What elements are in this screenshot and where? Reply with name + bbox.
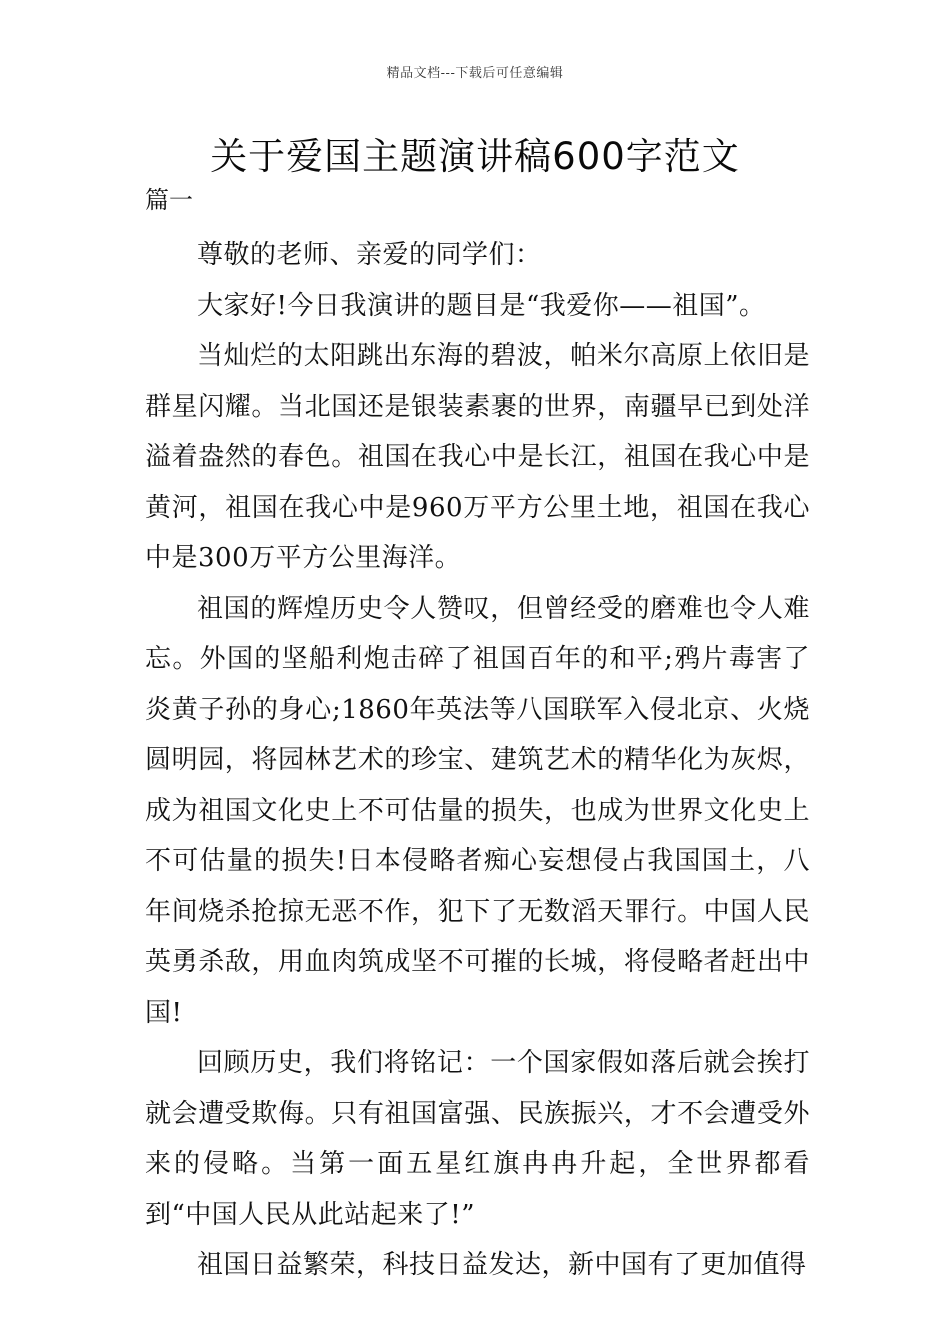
paragraph-prosperity: 祖国日益繁荣，科技日益发达，新中国有了更加值得 (197, 1250, 807, 1280)
document-title: 关于爱国主题演讲稿600字范文 (210, 135, 740, 178)
paragraph-landscape: 当灿烂的太阳跳出东海的碧波，帕米尔高原上依旧是群星闪耀。当北国还是银装素裹的世界，南疆早已到处洋溢着盎然的春色。祖国在我心中是长江，祖国在我心中是黄河，祖国在我心中是960万平方公里土地，祖国在我心中是300万平方公里海洋。 (145, 341, 810, 573)
paragraph-intro: 大家好!今日我演讲的题目是“我爱你——祖国”。 (197, 290, 766, 321)
section-label: 篇一 (145, 186, 193, 214)
paragraph-history: 祖国的辉煌历史令人赞叹，但曾经受的磨难也令人难忘。外国的坚船利炮击碎了祖国百年的和平;鸦片毒害了炎黄子孙的身心;1860年英法等八国联军入侵北京、火烧圆明园，将园林艺术的珍宝、建筑艺术的精华化为灰烬，成为祖国文化史上不可估量的损失，也成为世界文化史上不可估量的损失!日本侵略者痴心妄想侵占我国国土，八年间烧杀抢掠无恶不作，犯下了无数滔天罪行。中国人民英勇杀敌，用血肉筑成坚不可摧的长城，将侵略者赶出中国! (145, 593, 810, 1028)
header-note: 精品文档---下载后可任意编辑 (386, 66, 564, 81)
paragraph-greeting: 尊敬的老师、亲爱的同学们： (197, 240, 542, 270)
body-text (145, 230, 810, 1291)
paragraph-reflection: 回顾历史，我们将铭记：一个国家假如落后就会挨打就会遭受欺侮。只有祖国富强、民族振兴，才不会遭受外来的侵略。当第一面五星红旗冉冉升起，全世界都看到“中国人民从此站起来了!” (145, 1048, 810, 1230)
